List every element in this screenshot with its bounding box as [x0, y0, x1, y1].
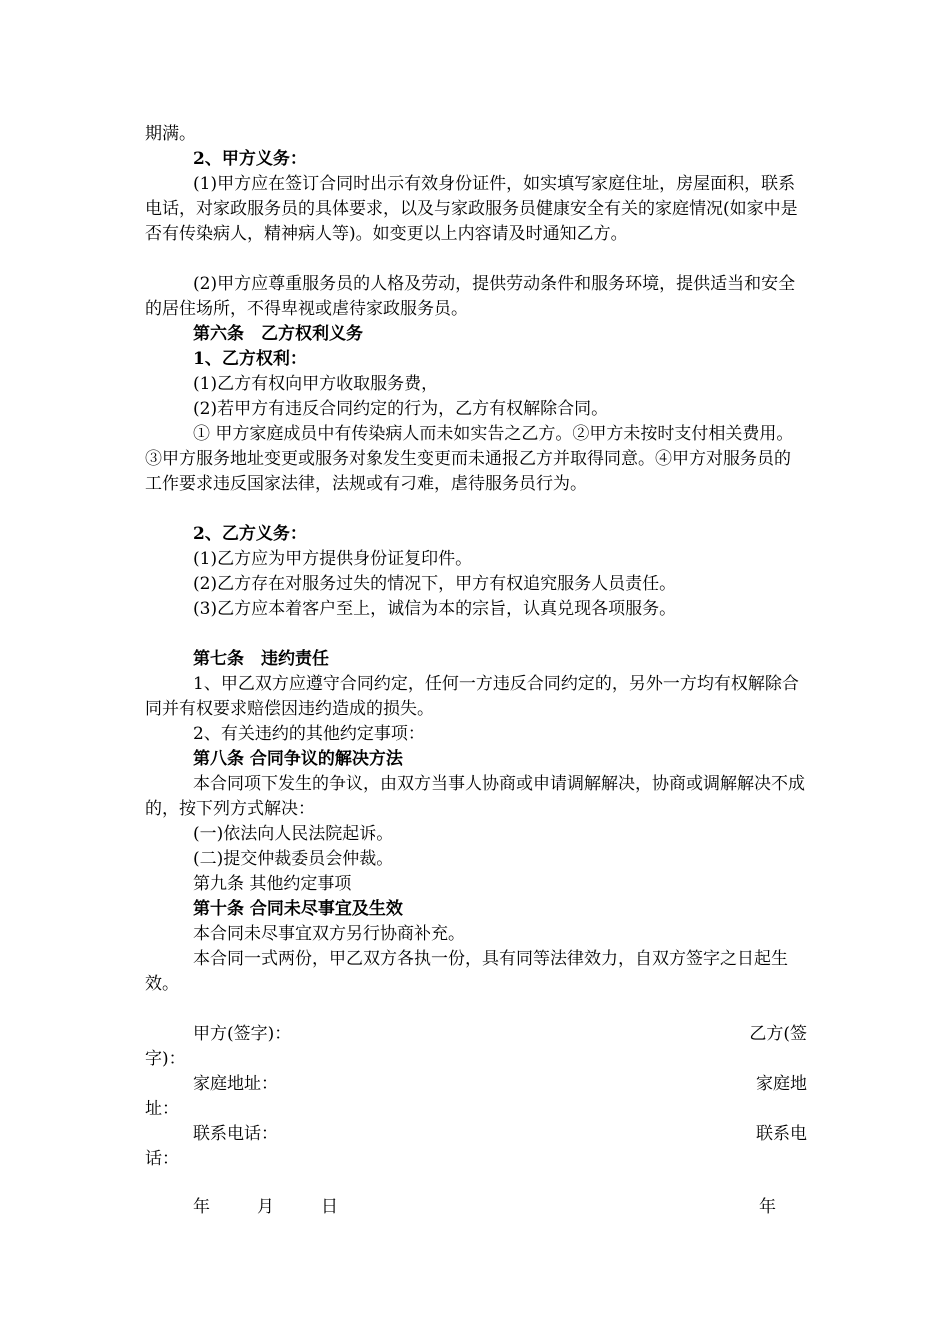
paragraph-party-a-obligation-1: (1)甲方应在签订合同时出示有效身份证件，如实填写家庭住址，房屋面积，联系电话，对家政服务员的具体要求，以及与家政服务员健康安全有关的家庭情况(如家中是否有传染病人，精神病人等)。如变更以上内容请及时通知乙方。	[145, 174, 798, 244]
party-a-address-label: 家庭地址：	[193, 1074, 278, 1094]
heading-article-7: 第七条 违约责任	[193, 649, 329, 669]
party-b-phone-label: 联系电	[756, 1124, 807, 1144]
paragraph-term-end: 期满。	[145, 124, 196, 144]
party-b-address-label-wrap: 址：	[145, 1099, 179, 1119]
heading-article-9: 第九条 其他约定事项	[193, 874, 352, 894]
party-a-date-day: 日	[321, 1197, 338, 1217]
paragraph-effectiveness: 本合同一式两份，甲乙双方各执一份，具有同等法律效力，自双方签字之日起生效。	[145, 949, 788, 994]
address-row	[145, 1072, 807, 1097]
heading-party-b-rights: 1、乙方权利：	[193, 349, 307, 369]
paragraph-dispute-option-2: (二)提交仲裁委员会仲裁。	[193, 849, 394, 869]
party-a-phone-label: 联系电话：	[193, 1124, 278, 1144]
party-b-address-label: 家庭地	[756, 1074, 807, 1094]
date-row	[145, 1195, 807, 1220]
heading-party-b-obligations: 2、乙方义务：	[193, 524, 307, 544]
paragraph-party-b-right-1: (1)乙方有权向甲方收取服务费，	[193, 374, 439, 394]
paragraph-party-b-obligation-2: (2)乙方存在对服务过失的情况下，甲方有权追究服务人员责任。	[193, 574, 677, 594]
paragraph-party-a-obligation-2: (2)甲方应尊重服务员的人格及劳动，提供劳动条件和服务环境，提供适当和安全的居住场所，不得卑视或虐待家政服务员。	[145, 274, 796, 319]
paragraph-party-b-obligation-1: (1)乙方应为甲方提供身份证复印件。	[193, 549, 473, 569]
paragraph-party-b-right-2: (2)若甲方有违反合同约定的行为，乙方有权解除合同。	[193, 399, 609, 419]
heading-article-6: 第六条 乙方权利义务	[193, 324, 363, 344]
heading-article-8: 第八条 合同争议的解决方法	[193, 749, 403, 769]
party-b-date-year: 年	[759, 1197, 776, 1217]
paragraph-dispute-option-1: (一)依法向人民法院起诉。	[193, 824, 394, 844]
heading-party-a-obligations: 2、甲方义务：	[193, 149, 307, 169]
signature-row	[145, 1022, 807, 1047]
paragraph-termination-conditions: ① 甲方家庭成员中有传染病人而未如实告之乙方。②甲方未按时支付相关费用。③甲方服务地址变更或服务对象发生变更而未通报乙方并取得同意。④甲方对服务员的工作要求违反国家法律，法规或有刁难，虐待服务员行为。	[145, 424, 794, 494]
paragraph-supplement: 本合同未尽事宜双方另行协商补充。	[193, 924, 465, 944]
party-b-signature-label: 乙方(签	[749, 1024, 807, 1044]
party-b-signature-label-wrap: 字)：	[145, 1049, 186, 1069]
heading-article-10: 第十条 合同未尽事宜及生效	[193, 899, 403, 919]
paragraph-breach-1: 1、甲乙双方应遵守合同约定，任何一方违反合同约定的，另外一方均有权解除合同并有权要求赔偿因违约造成的损失。	[145, 674, 799, 719]
paragraph-party-b-obligation-3: (3)乙方应本着客户至上，诚信为本的宗旨，认真兑现各项服务。	[193, 599, 677, 619]
party-a-date-year: 年	[193, 1197, 210, 1217]
party-a-date-month: 月	[257, 1197, 274, 1217]
party-b-phone-label-wrap: 话：	[145, 1149, 179, 1169]
paragraph-dispute-resolution: 本合同项下发生的争议，由双方当事人协商或申请调解解决，协商或调解解决不成的，按下列方式解决：	[145, 774, 805, 819]
phone-row	[145, 1122, 807, 1147]
paragraph-breach-2: 2、有关违约的其他约定事项：	[193, 724, 425, 744]
party-a-signature-label: 甲方(签字)：	[193, 1024, 292, 1044]
